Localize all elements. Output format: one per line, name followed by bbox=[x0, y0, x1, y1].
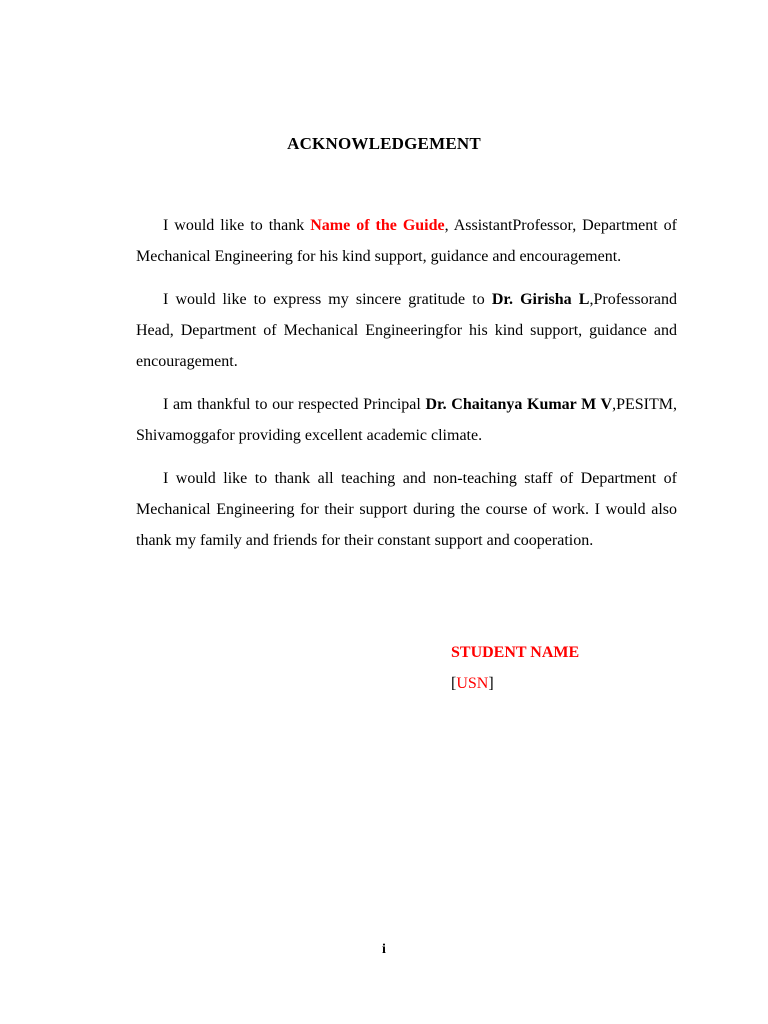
paragraph-staff-family-thanks: I would like to thank all teaching and non-teaching staff of Department of Mechanical Engineering for their support during the course of work. I would also thank my family and friends for their constant support and cooperation. bbox=[136, 470, 677, 549]
hod-name: Dr. Girisha L bbox=[491, 291, 590, 308]
paragraph-text: I would like to express my sincere gratitude to bbox=[163, 291, 492, 308]
paragraph-hod-thanks bbox=[136, 284, 677, 377]
usn-open-bracket: [ bbox=[451, 675, 457, 692]
paragraph-principal-thanks bbox=[136, 389, 677, 451]
page-title: ACKNOWLEDGEMENT bbox=[287, 134, 481, 153]
paragraph-text: ,PESITM, Shivamoggafor providing excellent academic climate. bbox=[136, 396, 678, 444]
paragraph-guide-thanks bbox=[136, 210, 677, 272]
usn-line bbox=[451, 668, 579, 699]
student-name-placeholder: STUDENT NAME bbox=[451, 644, 580, 661]
acknowledgement-body bbox=[136, 210, 677, 568]
guide-name-placeholder: Name of the Guide bbox=[310, 217, 445, 234]
paragraph-text: I would like to thank bbox=[163, 217, 311, 234]
page-number: i bbox=[382, 942, 386, 957]
paragraph-text: I am thankful to our respected Principal bbox=[163, 396, 426, 413]
signature-block bbox=[451, 637, 579, 699]
paragraph-text: , AssistantProfessor, Department of Mechanical Engineering for his kind support, guidance and encouragement. bbox=[136, 217, 678, 265]
usn-placeholder: USN bbox=[456, 675, 489, 692]
usn-close-bracket: ] bbox=[488, 675, 494, 692]
principal-name: Dr. Chaitanya Kumar M V bbox=[425, 396, 613, 413]
paragraph-text: ,Professorand Head, Department of Mechanical Engineeringfor his kind support, guidance and encouragement. bbox=[136, 291, 678, 370]
